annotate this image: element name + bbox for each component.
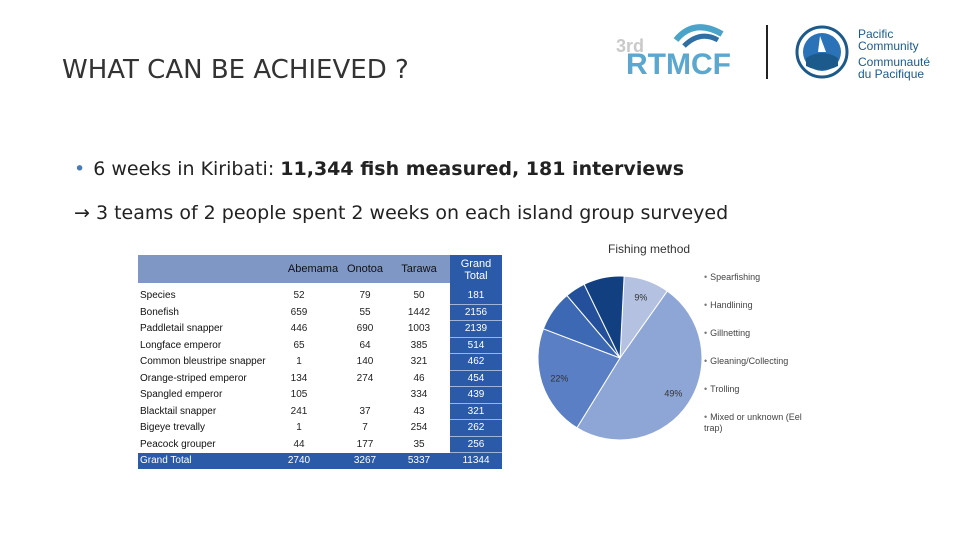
value-cell: 1003	[407, 323, 431, 334]
legend-item	[704, 412, 814, 434]
value-cell: 5337	[407, 455, 431, 466]
value-cell: 385	[410, 339, 428, 351]
value-cell: 11344	[462, 455, 490, 466]
arrow-right-icon: →	[74, 202, 90, 224]
value-cell: 446	[290, 323, 308, 334]
value-cell: 1	[296, 356, 302, 367]
species-cell: Species	[140, 290, 176, 301]
value-cell: 439	[467, 389, 485, 400]
value-cell: 241	[290, 405, 308, 417]
legend-label: Handlining	[710, 300, 753, 310]
species-cell: Common bleustripe snapper	[140, 356, 266, 367]
rtmcf-logo	[614, 22, 764, 82]
legend-label: Gleaning/Collecting	[710, 356, 789, 366]
logo-wave	[684, 36, 718, 46]
legend-item	[704, 356, 814, 367]
species-cell: Paddletail snapper	[140, 323, 223, 334]
legend-bullet-icon: •	[704, 328, 708, 338]
value-cell: 140	[356, 356, 374, 367]
value-cell: 690	[356, 323, 374, 334]
legend-item	[704, 300, 814, 311]
species-cell: Longface emperor	[140, 339, 222, 351]
value-cell: 134	[290, 372, 308, 384]
legend-bullet-icon: •	[704, 412, 708, 422]
value-cell: 43	[413, 405, 425, 417]
value-cell: 659	[290, 306, 308, 318]
value-cell: 50	[413, 290, 425, 301]
value-cell: 1442	[407, 306, 431, 318]
value-cell: 254	[410, 422, 428, 433]
table-row	[138, 321, 502, 337]
legend-bullet-icon: •	[704, 300, 708, 310]
bullet-summary-bold: 11,344 fish measured, 181 interviews	[280, 158, 685, 180]
value-cell: 55	[359, 306, 371, 318]
value-cell: 334	[410, 389, 428, 400]
table-row	[138, 354, 502, 370]
table-row	[138, 437, 502, 453]
value-cell: 321	[467, 405, 485, 417]
value-cell: 514	[467, 339, 485, 351]
legend-label: Gillnetting	[710, 328, 751, 338]
table-row	[138, 371, 502, 387]
value-cell: 52	[293, 290, 305, 301]
logo-divider	[766, 25, 768, 79]
table-row	[138, 420, 502, 436]
rtmcf-prefix: 3rd	[616, 36, 645, 56]
species-cell: Bonefish	[140, 306, 179, 318]
legend-bullet-icon: •	[704, 272, 708, 282]
value-cell: 44	[293, 438, 305, 450]
bullet-summary	[74, 158, 684, 180]
value-cell: 262	[467, 422, 485, 433]
fishing-method-pie	[530, 268, 710, 448]
value-cell: 454	[467, 372, 485, 384]
bullet-teams-text: 3 teams of 2 people spent 2 weeks on each island group surveyed	[95, 202, 729, 224]
species-cell: Blacktail snapper	[140, 405, 217, 417]
value-cell: 321	[410, 356, 428, 367]
value-cell: 105	[290, 389, 308, 400]
value-cell: 46	[413, 372, 425, 384]
col-header: Onotoa	[346, 263, 384, 275]
legend-label: Spearfishing	[710, 272, 761, 282]
value-cell: 3267	[353, 455, 377, 466]
table-row	[138, 305, 502, 321]
species-cell: Grand Total	[140, 455, 192, 466]
rtmcf-wordmark: RTMCF	[626, 48, 731, 81]
value-cell: 1	[296, 422, 302, 433]
legend-label: Mixed or unknown (Eel trap)	[704, 412, 802, 433]
value-cell: 2740	[287, 455, 311, 466]
value-cell: 64	[359, 339, 371, 351]
value-cell: 35	[413, 438, 425, 450]
species-cell: Orange-striped emperor	[140, 372, 247, 384]
value-cell: 256	[467, 438, 485, 450]
col-header-grand-total: Grand Total	[460, 258, 492, 282]
value-cell: 2156	[464, 306, 488, 318]
value-cell: 7	[362, 422, 368, 433]
bullet-dot: •	[74, 158, 86, 180]
table-row	[138, 404, 502, 420]
slide-title: WHAT CAN BE ACHIEVED ?	[62, 55, 409, 85]
table-total-row	[138, 453, 502, 469]
bullet-summary-text: 6 weeks in Kiribati:	[93, 158, 281, 180]
value-cell: 177	[356, 438, 374, 450]
legend-bullet-icon: •	[704, 384, 708, 394]
pc-line: du Pacifique	[858, 67, 925, 81]
table-row	[138, 387, 502, 403]
legend-label: Trolling	[710, 384, 740, 394]
value-cell: 2139	[464, 323, 488, 334]
slice-label: 22%	[550, 373, 569, 384]
species-cell: Peacock grouper	[140, 438, 216, 450]
col-header: Abemama	[287, 263, 339, 275]
species-table	[138, 255, 504, 465]
table-row	[138, 338, 502, 354]
slice-label: 9%	[634, 292, 648, 303]
table-row	[138, 288, 502, 304]
legend-item	[704, 272, 814, 283]
legend-item	[704, 328, 814, 339]
value-cell: 37	[359, 405, 371, 417]
pc-line: Communauté	[858, 55, 931, 69]
species-cell: Bigeye trevally	[140, 422, 206, 433]
legend-item	[704, 384, 814, 395]
col-header: Tarawa	[401, 263, 437, 275]
value-cell: 274	[356, 372, 374, 384]
chart-title: Fishing method	[608, 242, 691, 256]
value-cell: 462	[467, 356, 485, 367]
bullet-teams	[74, 202, 728, 224]
pc-line: Community	[858, 39, 919, 53]
pc-line: Pacific	[858, 27, 894, 41]
species-cell: Spangled emperor	[140, 389, 223, 400]
value-cell: 79	[359, 290, 371, 301]
slice-label: 49%	[664, 388, 683, 399]
legend-bullet-icon: •	[704, 356, 708, 366]
value-cell: 181	[467, 290, 485, 301]
value-cell: 65	[293, 339, 305, 351]
